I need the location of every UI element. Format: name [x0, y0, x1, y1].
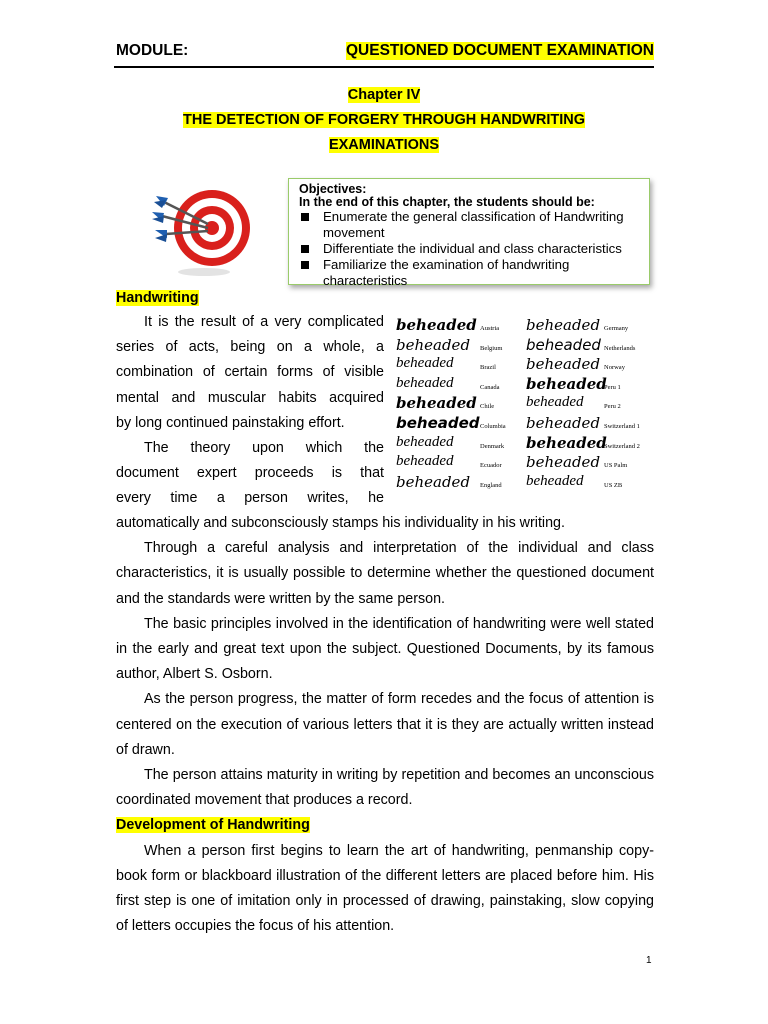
specimen-word: beheaded	[396, 472, 471, 491]
specimen-country: Peru 2	[604, 403, 621, 411]
development-heading-wrap	[116, 813, 654, 838]
specimen-country: England	[480, 481, 502, 489]
paragraph-1	[116, 310, 384, 512]
specimen-row	[392, 375, 654, 395]
text-line: series of acts, being on a whole, a	[116, 339, 384, 356]
specimen-country: Belgium	[480, 344, 503, 352]
specimen-word: beheaded	[396, 414, 480, 432]
specimen-word: beheaded	[526, 374, 607, 393]
objective-item	[299, 241, 649, 257]
text-line: every time a person writes, he	[116, 490, 384, 507]
chapter-title-line2: EXAMINATIONS	[328, 137, 440, 153]
specimen-row	[392, 316, 654, 336]
bullet-square-icon	[301, 245, 309, 253]
paragraph-3: Through a careful analysis and interpretation of the individual and class characteristics, it is usually possible to determine whether the questioned document and the standards were written by the same person.	[116, 540, 654, 607]
specimen-country: Denmark	[480, 442, 505, 450]
specimen-word: beheaded	[526, 433, 607, 452]
text-line: by long continued painstaking effort.	[116, 414, 345, 431]
specimen-word: beheaded	[526, 355, 601, 374]
specimen-country: Chile	[480, 403, 495, 411]
target-dart-icon	[150, 182, 250, 278]
text-line: mental and muscular habits acquired	[116, 389, 384, 406]
objective-text: Enumerate the general classification of Handwriting movement	[323, 209, 624, 240]
specimen-country: US ZB	[604, 481, 623, 489]
specimen-word: beheaded	[526, 414, 601, 432]
objectives-list	[299, 209, 649, 289]
bullet-square-icon	[301, 261, 309, 269]
specimen-country: Ecuador	[480, 462, 502, 470]
specimen-row	[392, 414, 654, 434]
specimen-row	[392, 394, 654, 414]
specimen-word: beheaded	[526, 335, 601, 354]
specimen-word: beheaded	[526, 394, 584, 411]
specimen-word: beheaded	[526, 453, 601, 472]
specimen-word: beheaded	[396, 355, 454, 372]
chapter-number: Chapter IV	[347, 87, 421, 103]
specimen-word: beheaded	[526, 472, 584, 489]
handwriting-heading-wrap	[116, 287, 199, 309]
text-line: It is the result of a very complicated	[144, 314, 384, 330]
specimen-row	[392, 336, 654, 356]
objective-item	[299, 257, 649, 289]
module-label: MODULE:	[116, 42, 189, 59]
objective-item	[299, 209, 649, 241]
objective-text: Differentiate the individual and class characteristics	[323, 241, 622, 256]
text-line: The theory upon which the	[144, 440, 384, 457]
specimen-country: Germany	[604, 325, 629, 332]
paragraph-2-rest: automatically and subconsciously stamps his individuality in his writing.	[116, 515, 565, 531]
specimen-country: Netherlands	[604, 344, 636, 352]
header-rule	[114, 66, 654, 68]
paragraph-6: The person attains maturity in writing by repetition and becomes an unconscious coordinated movement that produces a record.	[116, 767, 654, 809]
specimen-country: Columbia	[480, 423, 506, 430]
chapter-title-line2-wrap	[0, 137, 768, 153]
specimen-word: beheaded	[396, 374, 454, 391]
specimen-word: beheaded	[526, 316, 601, 334]
specimen-country: Norway	[604, 364, 625, 372]
paragraph-4: The basic principles involved in the identification of handwriting were well stated in the early and great text upon the subject. Questioned Documents, by its famous author, Albert S. Osborn.	[116, 615, 654, 683]
development-heading: Development of Handwriting	[116, 817, 310, 834]
page-number: 1	[646, 955, 652, 966]
specimen-word: beheaded	[396, 453, 454, 470]
specimen-word: beheaded	[396, 335, 471, 354]
specimen-word: beheaded	[396, 394, 477, 413]
specimen-country: Switzerland 2	[604, 442, 640, 450]
specimen-word: beheaded	[396, 316, 477, 334]
specimen-row	[392, 355, 654, 375]
target-illustration	[150, 182, 250, 278]
specimen-country: Switzerland 1	[604, 423, 640, 430]
specimen-row	[392, 453, 654, 473]
objectives-title: Objectives:	[299, 182, 367, 196]
specimen-country: Austria	[480, 325, 500, 332]
body-text	[116, 511, 654, 939]
chapter-title-line1-wrap	[0, 112, 768, 128]
specimen-country: Canada	[480, 383, 500, 391]
text-line: document expert proceeds is that	[116, 465, 384, 482]
handwriting-heading: Handwriting	[116, 290, 199, 306]
paragraph-7: When a person first begins to learn the art of handwriting, penmanship copy-book form or blackboard illustration of the different letters are placed before him. His first step is one of imitation only in processed of drawing, painstaking, slow copying of letters occupies the focus of his attention.	[116, 842, 654, 935]
text-line: combination of certain forms of visible	[116, 364, 384, 381]
chapter-title-line1: THE DETECTION OF FORGERY THROUGH HANDWRITING	[183, 112, 585, 128]
paragraph-5: As the person progress, the matter of form recedes and the focus of attention is centered on the execution of various letters that it is they are actually written instead of drawn.	[116, 691, 654, 758]
specimen-country: Brazil	[480, 364, 496, 372]
specimen-word: beheaded	[396, 433, 454, 450]
handwriting-specimens	[392, 316, 654, 502]
chapter-number-wrap	[0, 87, 768, 103]
specimen-country: US Palm	[604, 462, 628, 470]
specimen-row	[392, 434, 654, 454]
objectives-box	[288, 178, 650, 288]
specimen-country: Peru 1	[604, 383, 621, 391]
specimen-row	[392, 473, 654, 493]
bullet-square-icon	[301, 213, 309, 221]
course-title: QUESTIONED DOCUMENT EXAMINATION	[346, 42, 654, 59]
objective-text: Familiarize the examination of handwriting characteristics	[323, 257, 570, 288]
objectives-intro: In the end of this chapter, the students should be:	[299, 195, 595, 209]
